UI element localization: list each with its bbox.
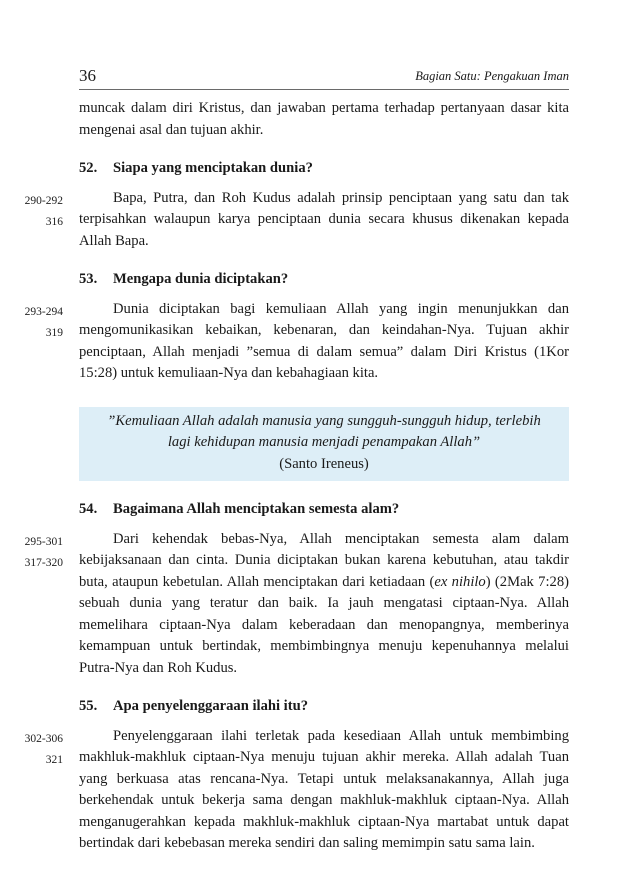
- answer-53: [24, 299, 569, 385]
- margin-refs: [0, 191, 63, 234]
- answer-text: Penyelenggaraan ilahi terletak pada kesediaan Allah untuk membimbing makhluk-makhluk ciptaan-Nya menuju tujuan akhir mereka. Allah adalah Tuan yang berkuasa atas rencana-Nya. Tetapi untuk melaksanakannya, Allah juga berkehendak untuk bekerja sama dengan makhluk-makhluk ciptaan-Nya. Allah menganugerahkan kepada makhluk-makhluk ciptaan-Nya martabat untuk dapat bertindak dari kebebasan mereka sendiri dan saling memimpin satu sama lain.: [79, 727, 569, 851]
- question-text: Bagaimana Allah menciptakan semesta alam?: [113, 501, 400, 517]
- answer-text-part: ) (2Mak 7:28) sebuah dunia yang teratur dan baik. Ia jauh mengatasi ciptaan-Nya. Allah memelihara ciptaan-Nya dalam keberadaan dan menopangnya, memberinya kemampuan untuk bertindak, membimbingnya menuju kepenuhannya melalui Putra-Nya dan Roh Kudus.: [79, 573, 569, 676]
- question-number: 53.: [79, 271, 98, 287]
- question-52-heading: [79, 158, 569, 180]
- page-body: [24, 98, 569, 855]
- margin-refs: [0, 729, 63, 772]
- intro-paragraph: muncak dalam diri Kristus, dan jawaban pertama terhadap pertanyaan dasar kita mengenai asal dan tujuan akhir.: [79, 100, 569, 138]
- question-53-heading: [79, 269, 569, 291]
- question-55-heading: [79, 696, 569, 718]
- margin-refs: [0, 302, 63, 345]
- question-number: 52.: [79, 160, 98, 176]
- question-54-heading: [79, 499, 569, 521]
- question-number: 54.: [79, 501, 98, 517]
- quote-author: (Santo Ireneus): [279, 455, 369, 472]
- answer-text: Bapa, Putra, dan Roh Kudus adalah prinsip penciptaan yang satu dan tak terpisahkan walaupun karya penciptaan dunia secara khusus dikenakan kepada Allah Bapa.: [79, 189, 569, 249]
- quote-box: [79, 407, 569, 482]
- quote-text: ”Kemuliaan Allah adalah manusia yang sungguh-sungguh hidup, terlebih lagi kehidupan manusia menjadi penampakan Allah”: [107, 412, 541, 450]
- margin-ref: 293-294: [24, 305, 63, 318]
- answer-52: [24, 188, 569, 253]
- margin-ref: 295-301: [24, 535, 63, 548]
- answer-text-part: Dari kehendak bebas-Nya, Allah menciptakan semesta alam dalam kebijaksanaan dan cinta. Dunia diciptakan bukan karena kebutuhan, atau takdir buta, ataupun kebetulan. Allah menciptakan dari ketiadaan (: [79, 530, 569, 590]
- margin-ref: 290-292: [24, 194, 63, 207]
- header-rule: [79, 89, 569, 90]
- answer-text: [79, 529, 569, 680]
- answer-55: [24, 726, 569, 855]
- question-number: 55.: [79, 698, 98, 714]
- page-number: 36: [79, 66, 96, 85]
- section-title: Bagian Satu: Pengakuan Iman: [415, 69, 569, 83]
- answer-text: Dunia diciptakan bagi kemuliaan Allah yang ingin menunjukkan dan mengomunikasikan kebaikan, kebenaran, dan keindahan-Nya. Tujuan akhir penciptaan, Allah menjadi ”semua di dalam semua” dalam Diri Kristus (1Kor 15:28) untuk kemuliaan-Nya dan kebahagiaan kita.: [79, 300, 569, 381]
- margin-ref: 321: [45, 754, 63, 766]
- margin-ref: 302-306: [24, 732, 63, 745]
- question-text: Mengapa dunia diciptakan?: [113, 271, 289, 287]
- margin-ref: 319: [45, 327, 63, 339]
- margin-ref: 316: [45, 216, 63, 228]
- margin-ref: 317-320: [24, 557, 63, 569]
- question-text: Apa penyelenggaraan ilahi itu?: [113, 698, 309, 714]
- latin-term: ex nihilo: [434, 573, 486, 590]
- margin-refs: [0, 532, 63, 575]
- question-text: Siapa yang menciptakan dunia?: [113, 160, 313, 176]
- answer-54: [24, 529, 569, 680]
